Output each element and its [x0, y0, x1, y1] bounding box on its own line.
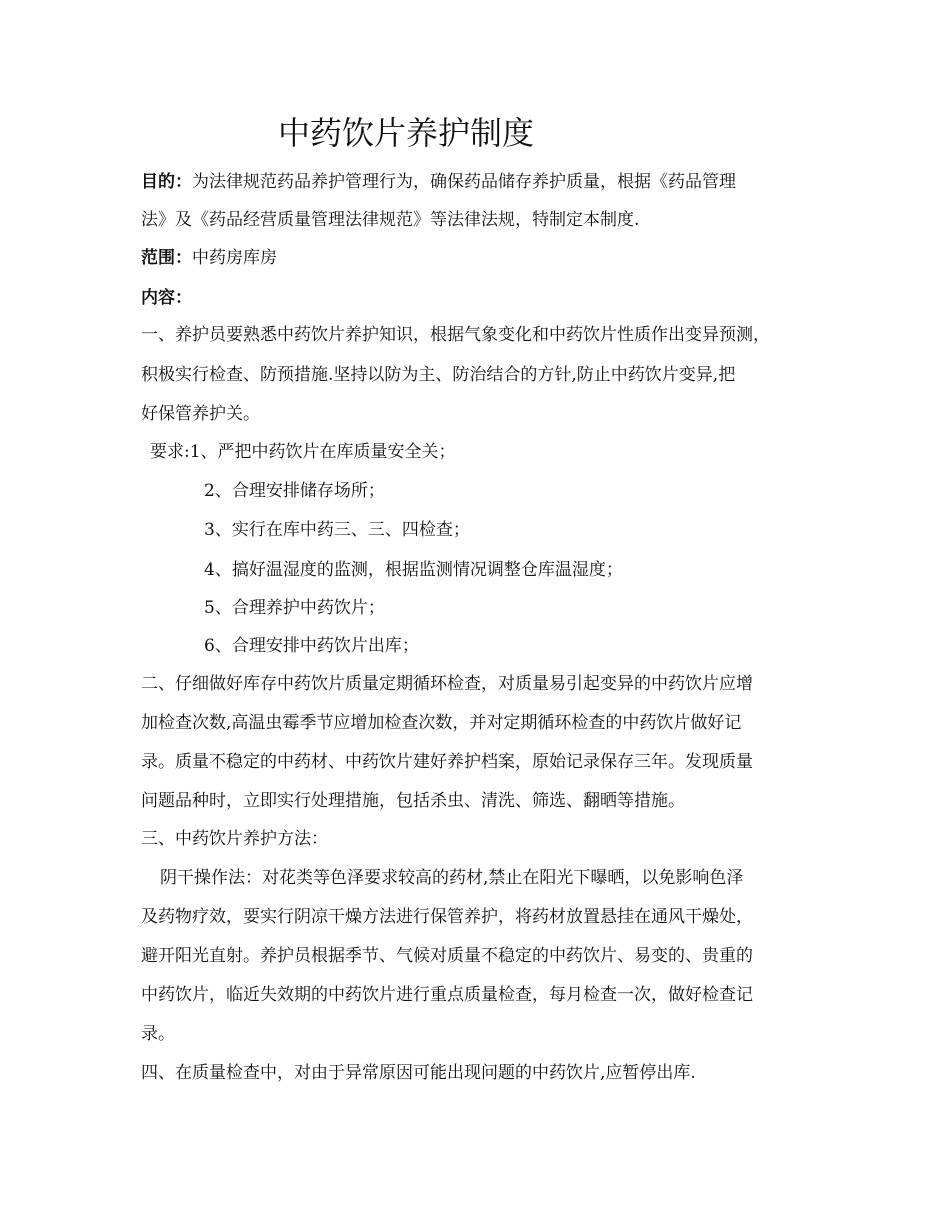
purpose-text-1: 为法律规范药品养护管理行为，确保药品储存养护质量，根据《药品管理	[192, 172, 736, 192]
purpose-label: 目的：	[141, 172, 192, 192]
requirement-item: 3、实行在库中药三、三、四检查；	[204, 520, 470, 540]
purpose-line-1	[141, 170, 736, 194]
section2-line-1: 二、仔细做好库存中药饮片质量定期循环检查，对质量易引起变异的中药饮片应增	[141, 674, 753, 694]
purpose-line-2: 法》及《药品经营质量管理法律规范》等法律法规，特制定本制度.	[141, 210, 640, 230]
section2-line-3: 录。质量不稳定的中药材、中药饮片建好养护档案，原始记录保存三年。发现质量	[141, 752, 753, 772]
section3-line-1: 阴干操作法：对花类等色泽要求较高的药材,禁止在阳光下曝晒，以免影响色泽	[160, 868, 744, 888]
requirement-item: 2、合理安排储存场所；	[204, 481, 385, 501]
requirement-item: 要求:1、严把中药饮片在库质量安全关；	[150, 442, 456, 462]
section3-line-5: 录。	[141, 1024, 175, 1044]
section3-line-3: 避开阳光直射。养护员根据季节、气候对质量不稳定的中药饮片、易变的、贵重的	[141, 946, 753, 966]
requirement-item: 6、合理安排中药饮片出库；	[204, 636, 419, 656]
section4-line-1: 四、在质量检查中，对由于异常原因可能出现问题的中药饮片,应暂停出库.	[141, 1063, 696, 1083]
section2-line-4: 问题品种时，立即实行处理措施，包括杀虫、清洗、筛选、翻晒等措施。	[141, 791, 685, 811]
section3-heading: 三、中药饮片养护方法：	[141, 829, 328, 849]
scope-line	[141, 246, 277, 270]
section3-line-2: 及药物疗效，要实行阴凉干燥方法进行保管养护，将药材放置悬挂在通风干燥处，	[141, 907, 753, 927]
requirement-item: 5、合理养护中药饮片；	[204, 598, 385, 618]
requirement-item: 4、搞好温湿度的监测，根据监测情况调整仓库温湿度；	[204, 560, 623, 580]
section1-line-3: 好保管养护关。	[141, 404, 260, 424]
section1-line-2: 积极实行检查、防预措施.坚持以防为主、防治结合的方针,防止中药饮片变异,把	[141, 365, 736, 385]
scope-text: 中药房库房	[192, 248, 277, 268]
content-label: 内容：	[141, 288, 192, 308]
section1-line-1: 一、养护员要熟悉中药饮片养护知识，根据气象变化和中药饮片性质作出变异预测，	[141, 325, 770, 345]
section3-line-4: 中药饮片，临近失效期的中药饮片进行重点质量检查，每月检查一次，做好检查记	[141, 985, 753, 1005]
section2-line-2: 加检查次数,高温虫霉季节应增加检查次数，并对定期循环检查的中药饮片做好记	[141, 713, 742, 733]
document-title: 中药饮片养护制度	[278, 114, 535, 152]
scope-label: 范围：	[141, 248, 192, 268]
